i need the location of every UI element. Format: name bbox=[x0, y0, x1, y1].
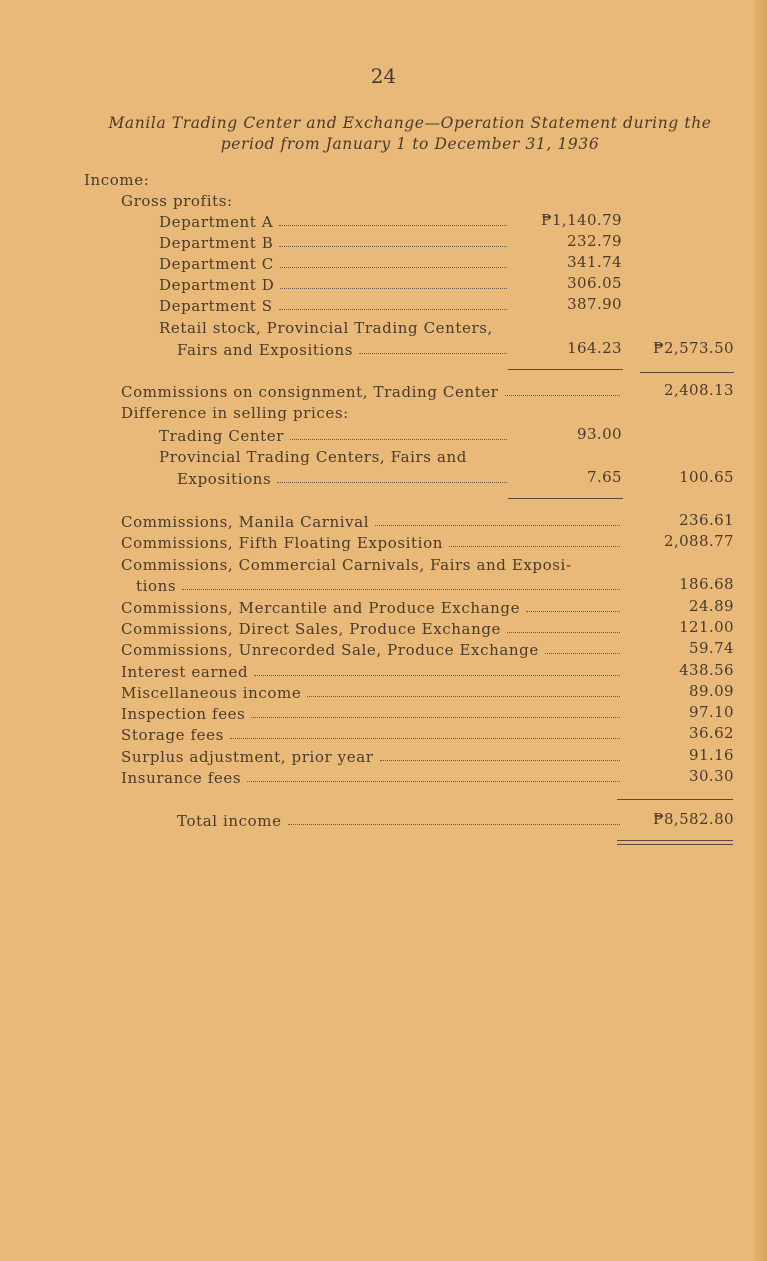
table-row: Inspection fees bbox=[121, 702, 624, 723]
amount-floating-exposition: 2,088.77 bbox=[664, 532, 734, 550]
amount-dept-c: 341.74 bbox=[567, 253, 622, 271]
table-row: Department D bbox=[159, 273, 511, 294]
amount-dept-b: 232.79 bbox=[567, 232, 622, 250]
dot-leader bbox=[182, 589, 620, 590]
amount-insurance: 30.30 bbox=[689, 767, 734, 785]
total-rule bbox=[617, 799, 733, 800]
table-row: Insurance fees bbox=[121, 766, 624, 787]
table-row: Department A bbox=[159, 210, 511, 231]
amount-trading-center: 93.00 bbox=[577, 425, 622, 443]
table-row: Commissions, Fifth Floating Exposition bbox=[121, 531, 624, 552]
amount-direct-sales: 121.00 bbox=[679, 618, 734, 636]
amount-dept-s: 387.90 bbox=[567, 295, 622, 313]
retail-stock-line-1: Retail stock, Provincial Trading Centers, bbox=[159, 319, 493, 337]
dot-leader bbox=[359, 353, 507, 354]
table-row: Commissions, Direct Sales, Produce Exchange bbox=[121, 617, 624, 638]
table-row: Expositions bbox=[177, 467, 511, 488]
amount-manila-carnival: 236.61 bbox=[679, 511, 734, 529]
amount-inspection: 97.10 bbox=[689, 703, 734, 721]
amount-dept-a: ₱1,140.79 bbox=[541, 211, 622, 229]
table-row: Trading Center bbox=[159, 424, 511, 445]
dot-leader bbox=[280, 267, 507, 268]
table-row: Interest earned bbox=[121, 660, 624, 681]
commercial-carnivals-line-1: Commissions, Commercial Carnivals, Fairs and Exposi- bbox=[121, 556, 572, 574]
dot-leader bbox=[375, 525, 620, 526]
dot-leader bbox=[277, 482, 507, 483]
dot-leader bbox=[526, 611, 620, 612]
amount-mercantile: 24.89 bbox=[689, 597, 734, 615]
dot-leader bbox=[290, 439, 507, 440]
subtotal-rule bbox=[640, 372, 734, 373]
dot-leader bbox=[279, 246, 507, 247]
table-row: Fairs and Expositions bbox=[177, 338, 511, 359]
gross-profits-heading: Gross profits: bbox=[121, 192, 233, 210]
amount-miscellaneous: 89.09 bbox=[689, 682, 734, 700]
dot-leader bbox=[251, 717, 620, 718]
total-income-amount: ₱8,582.80 bbox=[653, 810, 734, 828]
difference-total: 100.65 bbox=[679, 468, 734, 486]
total-income-row: Total income bbox=[177, 809, 624, 830]
provincial-line-1: Provincial Trading Centers, Fairs and bbox=[159, 448, 467, 466]
difference-heading: Difference in selling prices: bbox=[121, 404, 349, 422]
amount-commercial-carnivals: 186.68 bbox=[679, 575, 734, 593]
amount-retail-stock: 164.23 bbox=[567, 339, 622, 357]
dot-leader bbox=[449, 546, 620, 547]
amount-storage: 36.62 bbox=[689, 724, 734, 742]
table-row: Commissions, Mercantile and Produce Exchange bbox=[121, 596, 624, 617]
dot-leader bbox=[279, 225, 507, 226]
amount-surplus: 91.16 bbox=[689, 746, 734, 764]
dot-leader bbox=[254, 675, 620, 676]
table-row: Commissions on consignment, Trading Center bbox=[121, 380, 624, 401]
dot-leader bbox=[288, 824, 620, 825]
subtotal-rule bbox=[508, 498, 623, 499]
dot-leader bbox=[247, 781, 620, 782]
table-row: Miscellaneous income bbox=[121, 681, 624, 702]
amount-provincial: 7.65 bbox=[587, 468, 622, 486]
page-number: 24 bbox=[370, 64, 397, 88]
dot-leader bbox=[280, 288, 507, 289]
table-row: Commissions, Manila Carnival bbox=[121, 510, 624, 531]
double-rule bbox=[617, 840, 733, 845]
dot-leader bbox=[505, 395, 620, 396]
dot-leader bbox=[507, 632, 620, 633]
table-row: tions bbox=[136, 574, 624, 595]
table-row: Storage fees bbox=[121, 723, 624, 744]
table-row: Commissions, Unrecorded Sale, Produce Exchange bbox=[121, 638, 624, 659]
title-line-2: period from January 1 to December 31, 1936 bbox=[220, 135, 600, 153]
gross-profits-total: ₱2,573.50 bbox=[653, 339, 734, 357]
income-heading: Income: bbox=[84, 171, 150, 189]
table-row: Department B bbox=[159, 231, 511, 252]
dot-leader bbox=[230, 738, 620, 739]
table-row: Surplus adjustment, prior year bbox=[121, 745, 624, 766]
title-line-1: Manila Trading Center and Exchange—Operation Statement during the bbox=[108, 114, 712, 132]
amount-unrecorded-sale: 59.74 bbox=[689, 639, 734, 657]
amount-commissions-consignment: 2,408.13 bbox=[664, 381, 734, 399]
amount-interest: 438.56 bbox=[679, 661, 734, 679]
table-row: Department C bbox=[159, 252, 511, 273]
dot-leader bbox=[545, 653, 620, 654]
dot-leader bbox=[279, 309, 507, 310]
table-row: Department S bbox=[159, 294, 511, 315]
dot-leader bbox=[307, 696, 620, 697]
subtotal-rule bbox=[508, 369, 623, 370]
amount-dept-d: 306.05 bbox=[567, 274, 622, 292]
dot-leader bbox=[380, 760, 620, 761]
